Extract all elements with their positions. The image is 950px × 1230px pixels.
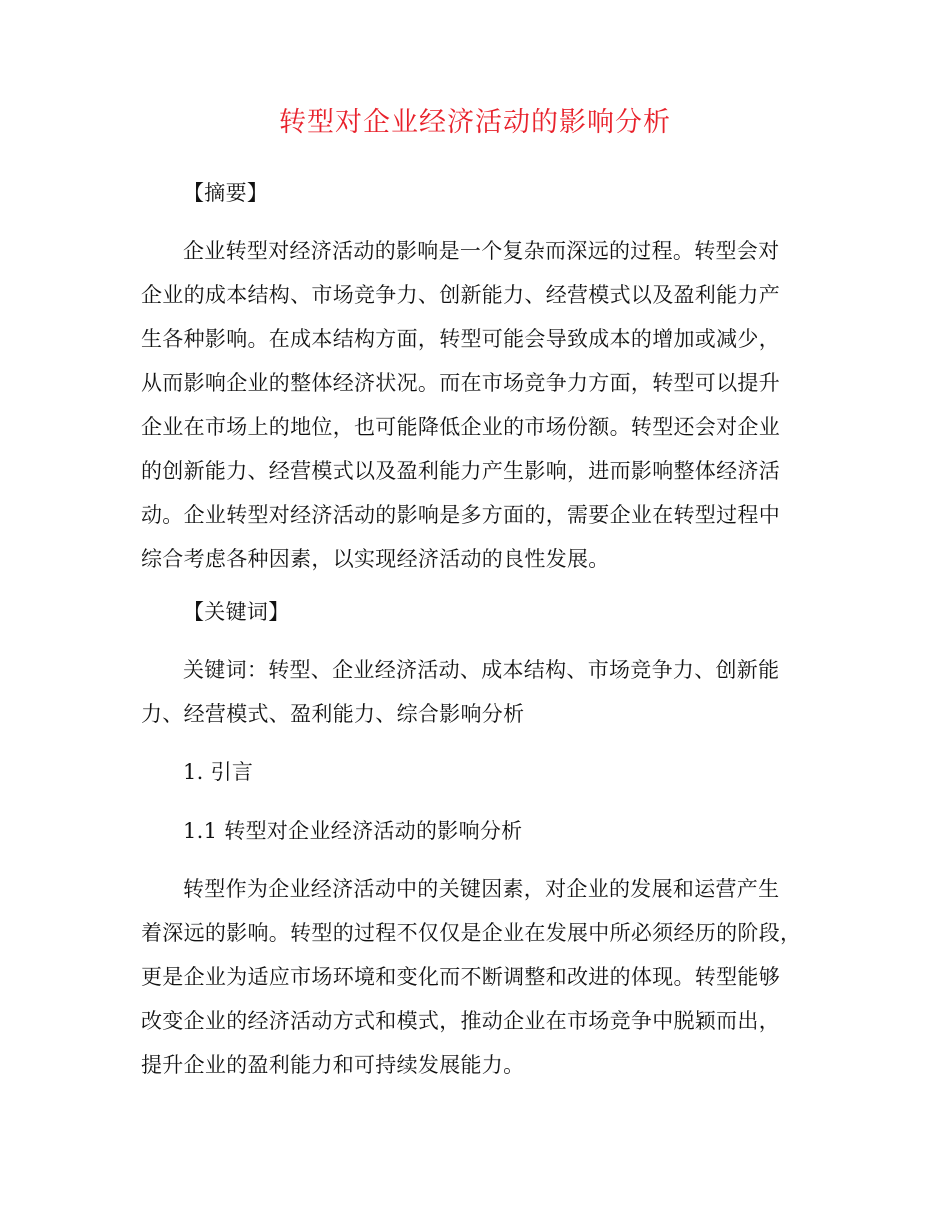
abstract-line-7: 动。企业转型对经济活动的影响是多方面的，需要企业在转型过程中 [141, 503, 780, 527]
abstract-line-3: 生各种影响。在成本结构方面，转型可能会导致成本的增加或减少， [141, 327, 780, 351]
document-title: 转型对企业经济活动的影响分析 [279, 107, 671, 138]
abstract-line-2: 企业的成本结构、市场竞争力、创新能力、经营模式以及盈利能力产 [141, 283, 780, 307]
section-heading-1-1: 1.1 转型对企业经济活动的影响分析 [183, 819, 523, 843]
abstract-line-8: 综合考虑各种因素，以实现经济活动的良性发展。 [141, 547, 610, 571]
section-heading-1: 1. 引言 [183, 760, 254, 784]
body-line-4: 改变企业的经济活动方式和模式，推动企业在市场竞争中脱颖而出， [141, 1009, 780, 1033]
keywords-line-1: 关键词：转型、企业经济活动、成本结构、市场竞争力、创新能 [183, 658, 780, 682]
abstract-line-1: 企业转型对经济活动的影响是一个复杂而深远的过程。转型会对 [183, 239, 780, 263]
abstract-heading: 【摘要】 [183, 181, 269, 205]
abstract-line-4: 从而影响企业的整体经济状况。而在市场竞争力方面，转型可以提升 [141, 371, 780, 395]
abstract-line-6: 的创新能力、经营模式以及盈利能力产生影响，进而影响整体经济活 [141, 459, 780, 483]
body-line-1: 转型作为企业经济活动中的关键因素，对企业的发展和运营产生 [183, 877, 780, 901]
abstract-line-5: 企业在市场上的地位，也可能降低企业的市场份额。转型还会对企业 [141, 415, 780, 439]
body-line-5: 提升企业的盈利能力和可持续发展能力。 [141, 1053, 525, 1077]
body-line-3: 更是企业为适应市场环境和变化而不断调整和改进的体现。转型能够 [141, 965, 780, 989]
keywords-line-2: 力、经营模式、盈利能力、综合影响分析 [141, 702, 525, 726]
body-line-2: 着深远的影响。转型的过程不仅仅是企业在发展中所必须经历的阶段， [141, 921, 802, 945]
keywords-heading: 【关键词】 [183, 600, 290, 624]
